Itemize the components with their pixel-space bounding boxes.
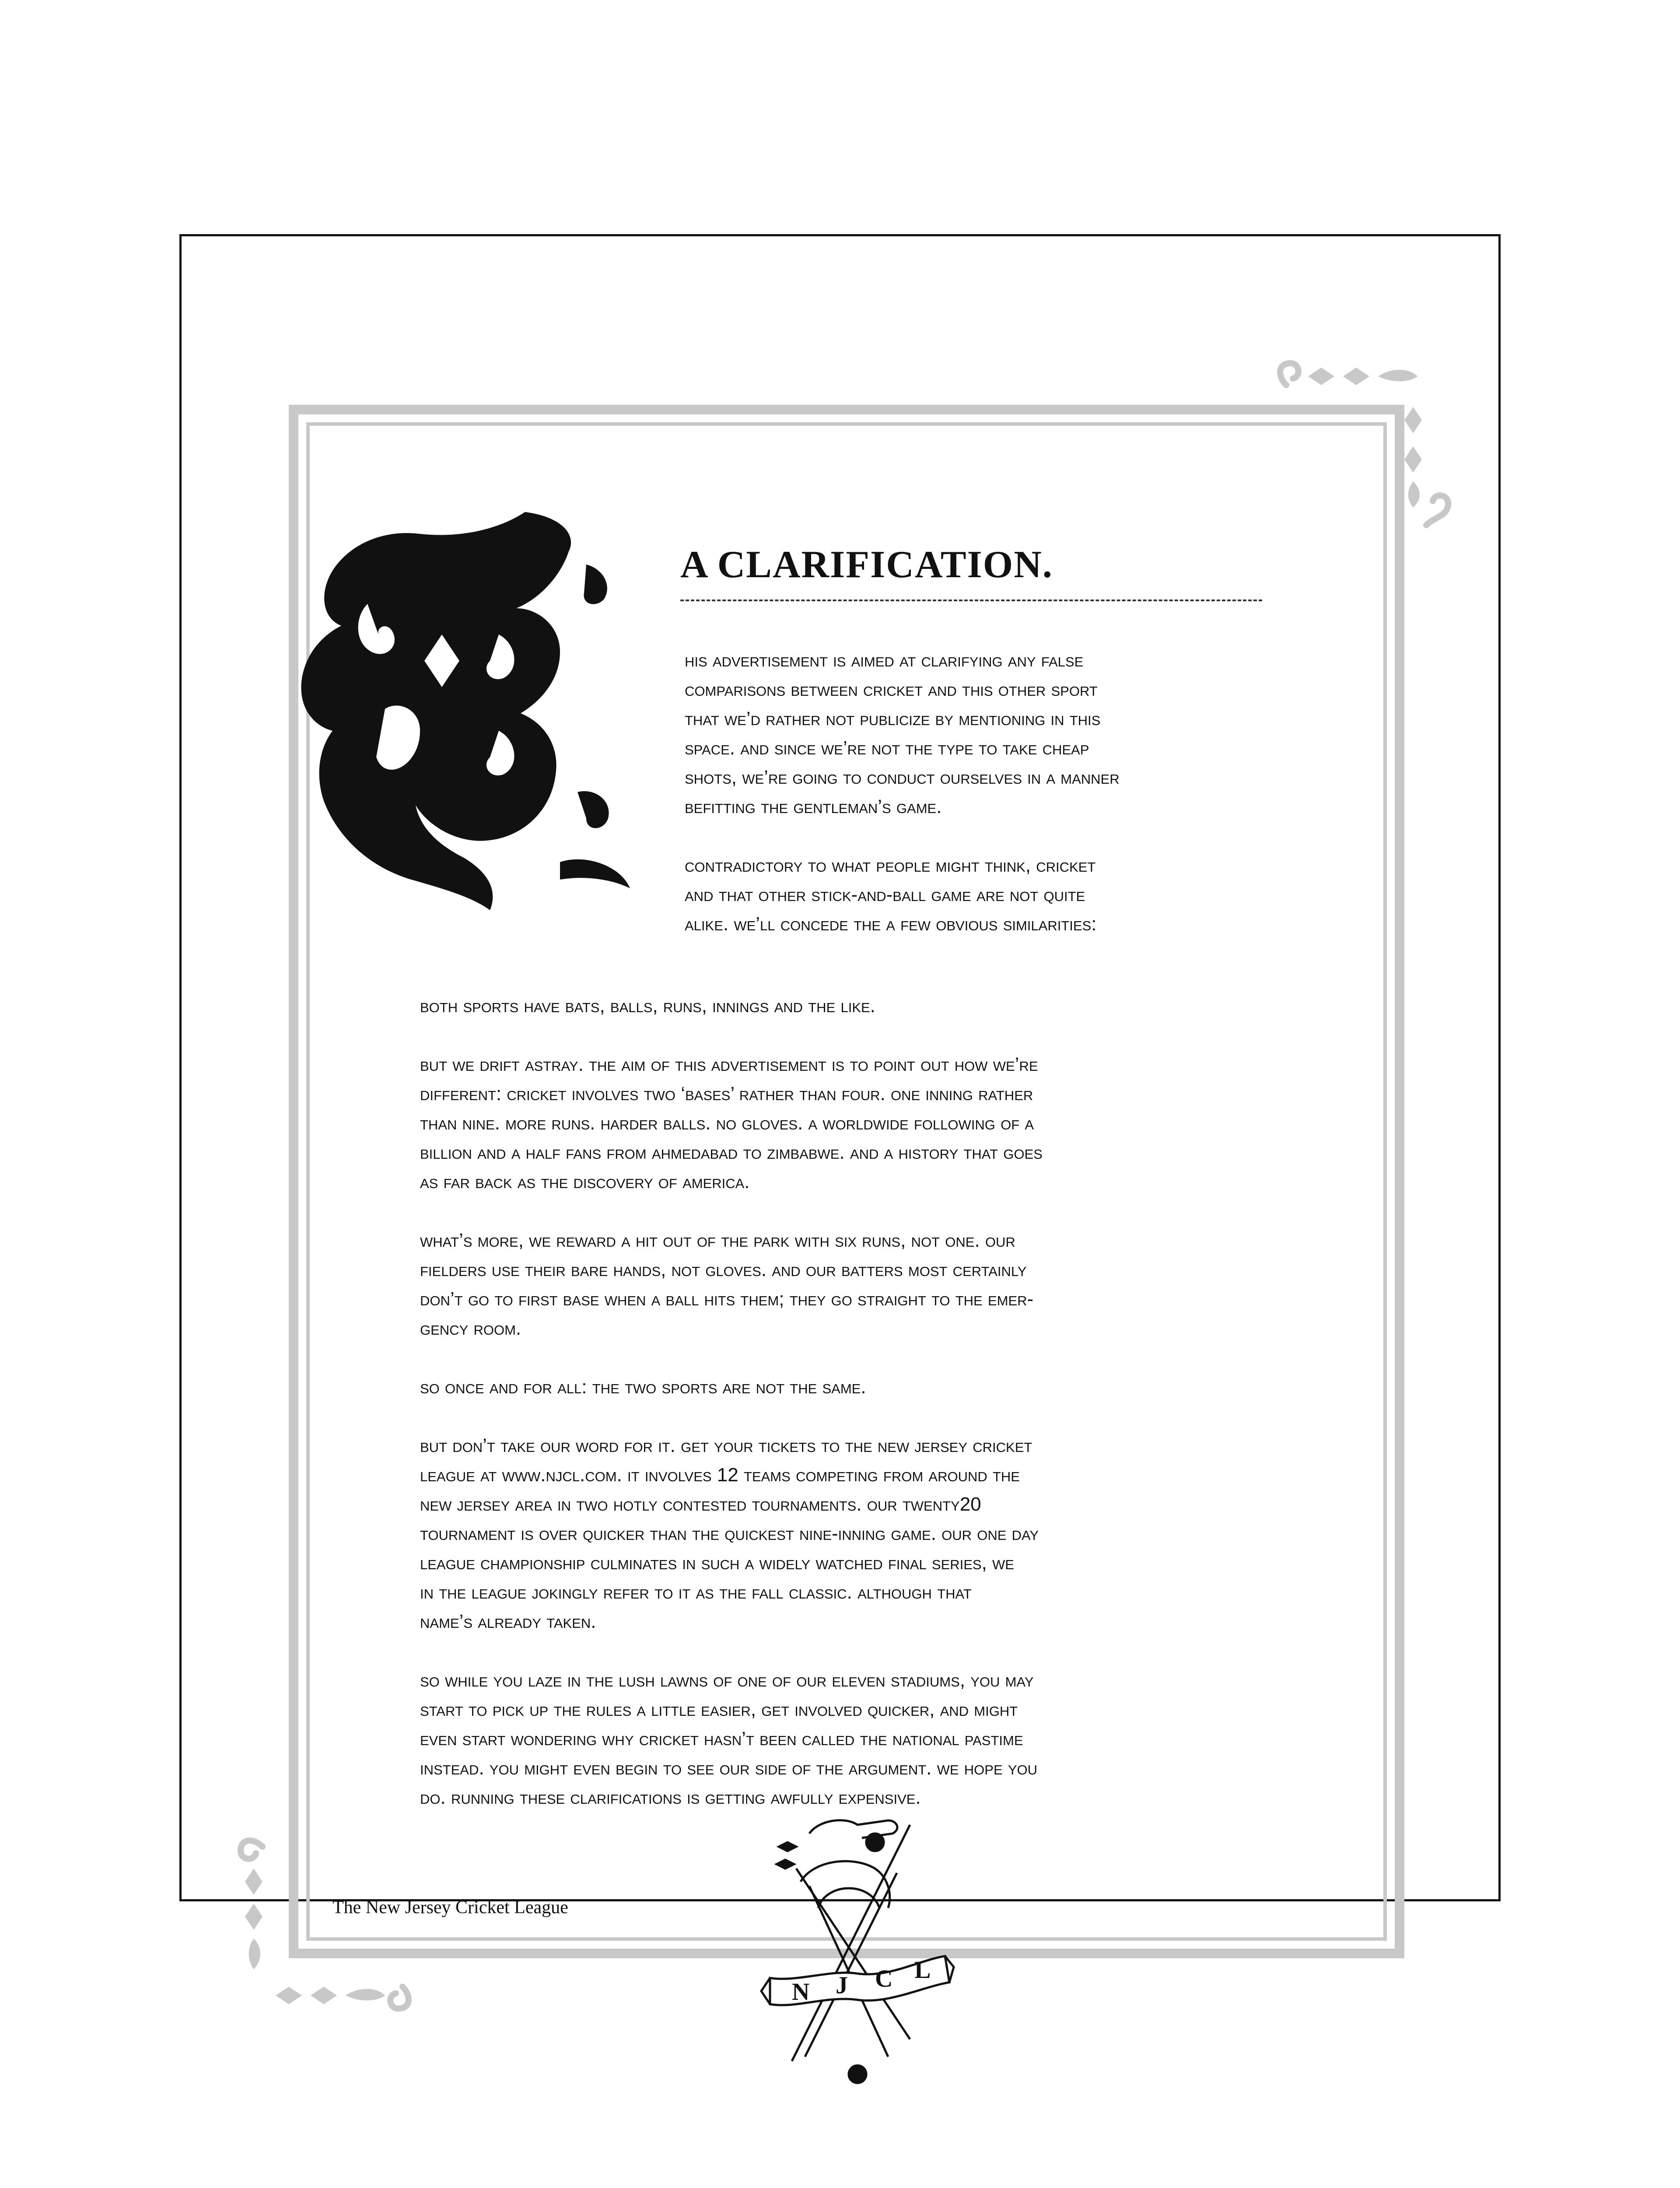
flourish-ornament-top-right [1269,359,1452,543]
logo-letter: N [792,1978,810,2006]
main-column [420,991,1273,1841]
intro-line: comparisons between cricket and this other sport [685,679,1098,700]
intro-column [685,645,1271,939]
contradictory-line: contradictory to what people might think, cricket [685,855,1096,876]
logo-letter: L [914,1957,931,1984]
signature: The New Jersey Cricket League [332,1897,568,1918]
contradictory-line: alike. we’ll concede the a few obvious similarities: [685,913,1097,935]
body-paragraph: both sports have bats, balls, runs, innings and the like. [420,995,875,1017]
body-paragraph: but we drift astray. the aim of this advertisement is to point out how we’re different: cricket involves two ‘bases’ rather than four. one inning rather than nine. more runs. harder balls. no gloves. a worldwide following of a billion and a half fans from ahmedabad to zimbabwe. and a history that goes as far back as the discovery of america. [420,1054,1043,1192]
body-paragraph: but don’t take our word for it. get your tickets to the new jersey cricket league at www.njcl.com. it involves 12 teams competing from around the new jersey area in two hotly contested tournaments. our twenty20 tournament is over quicker than the quickest nine-inning game. our one day league championship culminates in such a widely watched final series, we in the league jokingly refer to it as the fall classic. although that name’s already taken. [420,1435,1039,1632]
gothic-drop-cap-icon [254,503,648,919]
intro-line: space. and since we’re not the type to take cheap [685,737,1089,759]
intro-line: shots, we’re going to conduct ourselves in a manner [685,767,1120,788]
body-paragraph: what’s more, we reward a hit out of the park with six runs, not one. our fielders use their bare hands, not gloves. and our batters most certainly don’t go to first base when a ball hits them; they go straight to the emer- gency room. [420,1230,1034,1339]
flourish-ornament-bottom-left [236,1829,420,2013]
headline: A CLARIFICATION. [680,543,1053,586]
contradictory-paragraph-top [685,851,1271,939]
intro-line: that we’d rather not publicize by mentioning in this [685,708,1101,729]
body-paragraph: so while you laze in the lush lawns of one of our eleven stadiums, you may start to pick up the rules a little easier, get involved quicker, and might even start wondering why cricket hasn’t been called the national pastime instead. you might even begin to see our side of the argument. we hope you do. running these clarifications is getting awfully expensive. [420,1669,1038,1808]
body-paragraph: so once and for all: the two sports are not the same. [420,1376,866,1398]
headline-divider [680,600,1262,601]
intro-line: his advertisement is aimed at clarifying any false [685,649,1084,671]
njcl-crest-logo-icon [744,1794,962,2092]
intro-line: befitting the gentleman’s game. [685,796,942,817]
logo-letter: J [836,1972,848,1999]
intro-paragraph [685,645,1271,821]
logo-letter: C [875,1965,893,1992]
contradictory-line: and that other stick-and-ball game are not quite [685,884,1085,905]
